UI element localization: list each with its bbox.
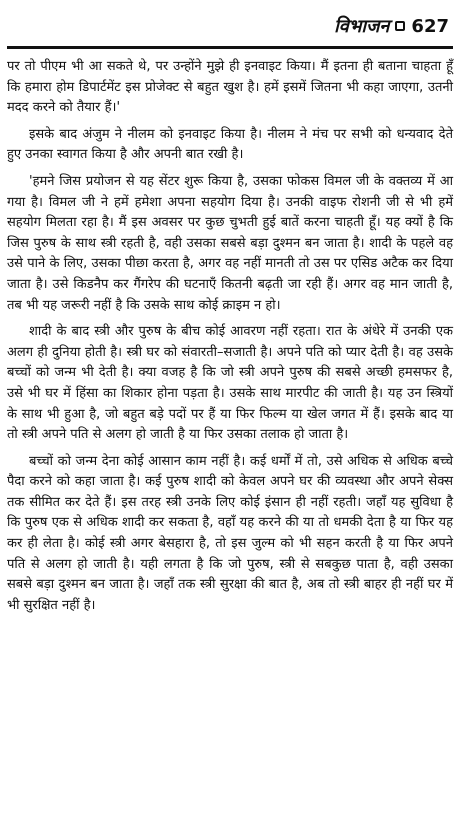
- paragraph-5: बच्चों को जन्म देना कोई आसान काम नहीं है। कई धर्मों में तो, उसे अधिक से अधिक बच्चे पैदा करने को कहा जाता है। कई पुरुष शादी को केवल अपने घर की व्यवस्था और अपने सेक्स तक सीमित कर देते हैं। इस तरह स्त्री उनके लिए कोई इंसान ही नहीं रहती। जहाँ यह सुविधा है कि पुरुष एक से अधिक शादी कर सकता है, वहाँ यह करने की या तो धमकी देता है या फिर यह कर ही लेता है। कोई स्त्री अगर बेसहारा है, तो इस जुल्म को भी सहन करती है या फिर अपने पति से अलग हो जाती है। यही लगता है कि जो पुरुष, स्त्री से सबकुछ पाता है, वही उसका सबसे बड़ा दुश्मन बन जाता है। जहाँ तक स्त्री सुरक्षा की बात है, अब तो स्त्री बाहर ही नहीं घर में भी सुरक्षित नहीं है।: [7, 453, 453, 613]
- running-header: [7, 0, 453, 49]
- page-body: [7, 49, 453, 616]
- paragraph-4: शादी के बाद स्त्री और पुरुष के बीच कोई आवरण नहीं रहता। रात के अंधेरे में उनकी एक अलग ही दुनिया होती है। स्त्री घर को संवारती–सजाती है। अपने पति को प्यार देती है। वह उसके बच्चों को जन्म भी देती है। क्या वजह है कि जो स्त्री अपने पुरुष की सबसे अच्छी हमसफर है, उसे भी घर में हिंसा का शिकार होना पड़ता है। उसके साथ मारपीट की जाती है। यह उन स्त्रियों के साथ भी हुआ है, जो बहुत बड़े पदों पर हैं या फिर फिल्म या खेल जगत में हैं। इसके बाद या तो स्त्री अपने पति से अलग हो जाती है या फिर उसका तलाक हो जाता है।: [7, 324, 453, 443]
- header-right: [334, 14, 449, 38]
- paragraph-2: इसके बाद अंजुम ने नीलम को इनवाइट किया है। नीलम ने मंच पर सभी को धन्यवाद देते हुए उनका स्वागत किया है और अपनी बात रखी है।: [7, 126, 453, 163]
- paragraph-1: पर तो पीएम भी आ सकते थे, पर उन्होंने मुझे ही इनवाइट किया। मैं इतना ही बताना चाहता हूँ कि हमारा होम डिपार्टमेंट इस प्रोजेक्ट से बहुत खुश है। हमें इसमें जितना भी कहा जाएगा, उतनी मदद करने को तैयार हैं।': [7, 59, 453, 116]
- paragraph-3: 'हमने जिस प्रयोजन से यह सेंटर शुरू किया है, उसका फोकस विमल जी के वक्तव्य में आ गया है। विमल जी ने हमें हमेशा अपना सहयोग दिया है। उनकी वाइफ रोशनी जी से भी हमें सहयोग मिलता रहा है। मैं इस अवसर पर कुछ चुभती हुई बातें करना चाहती हूँ। यह क्यों है कि जिस पुरुष के साथ स्त्री रहती है, वही उसका सबसे बड़ा दुश्मन बन जाता है। शादी के पहले वह उसे पाने के लिए, उसका पीछा करता है, अगर वह नहीं मानती तो उस पर एसिड अटैक कर दिया जाता है। उसे किडनैप कर गैंगरेप की घटनाएँ कितनी बढ़ती जा रही हैं। अगर वह मान जाती है, तब भी यह जरूरी नहीं है कि उसके साथ कोई क्राइम न हो।: [7, 173, 453, 313]
- page-number: 627: [411, 15, 449, 37]
- chapter-title: विभाजन: [334, 16, 390, 37]
- square-box-icon: [395, 21, 405, 31]
